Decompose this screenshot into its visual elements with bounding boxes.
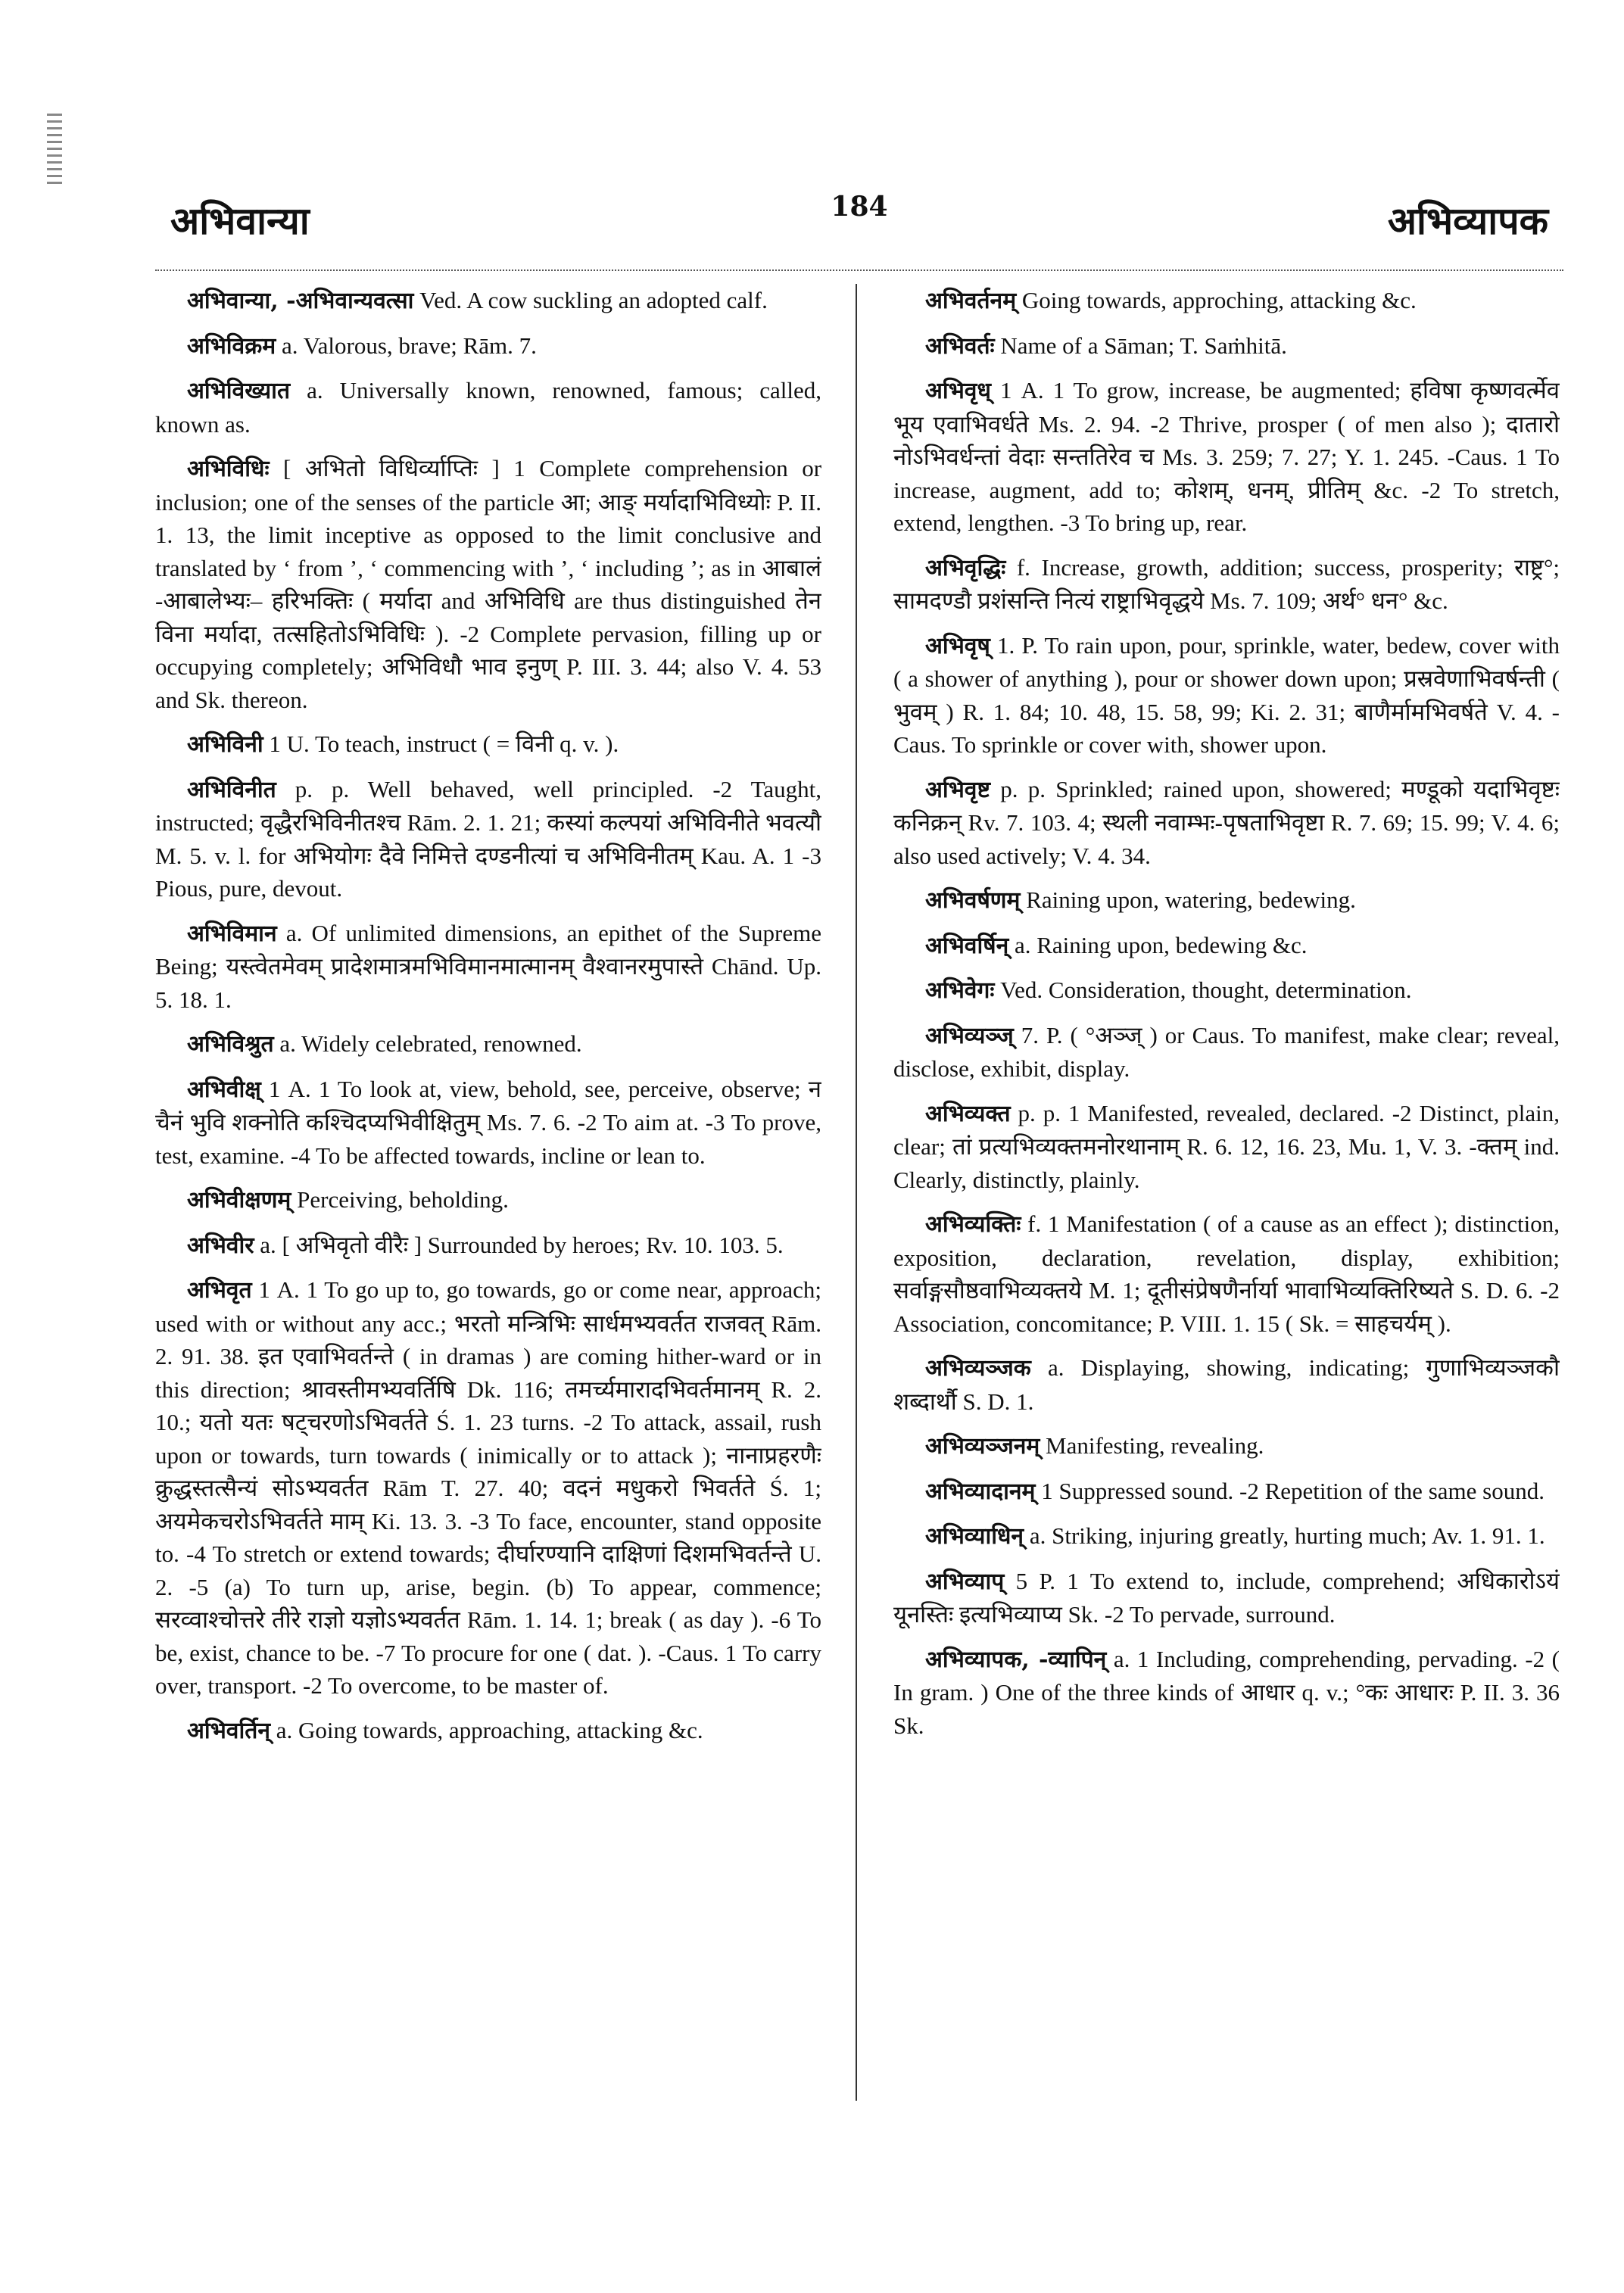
dictionary-entry: [893, 1519, 1560, 1553]
entry-headword: अभिवृष्: [925, 632, 990, 659]
column-divider: [856, 284, 857, 2101]
dictionary-entry: [893, 551, 1560, 618]
entry-definition: 5 P. 1 To extend to, include, comprehend; अधिकारोऽयं यूनस्तिः इत्यभिव्याप्य Sk. -2 To pervade, surround.: [893, 1567, 1560, 1628]
entry-definition: 1 A. 1 To go up to, go towards, go or come near, approach; used with or without any acc.; भरतो मन्त्रिभिः सार्धमभ्यवर्तत राजवत् Rām. 2. 91. 38. इत एवाभिवर्तन्ते ( in dramas ) are coming hither-ward or in this direction; श्रावस्तीमभ्यवर्तिषि Dk. 116; तमर्च्यमारादभिवर्तमानम् R. 2. 10.; यतो यतः षट्चरणोऽभिवर्तते Ś. 1. 23 turns. -2 To attack, assail, rush upon or towards, turn towards ( inimically or to attack ); नानाप्रहरणैः क्रुद्धस्तत्सैन्यं सोऽभ्यवर्तत Rām T. 27. 40; वदनं मधुकरो भिवर्तते Ś. 1; अयमेकचरोऽभिवर्तते माम् Ki. 13. 3. -3 To face, encounter, stand opposite to. -4 To stretch or extend towards; दीर्घारण्यानि दाक्षिणां दिशमभिवर्तन्ते U. 2. -5 (a) To turn up, arise, begin. (b) To appear, commence; सरव्वाश्चोत्तरे तीरे राज्ञो यज्ञोऽभ्यवर्तत Rām. 1. 14. 1; break ( as day ). -6 To be, exist, chance to be. -7 To procure for one ( dat. ). -Caus. 1 To carry over, transport. -2 To overcome, to be master of.: [155, 1276, 821, 1699]
dictionary-entry: [155, 284, 821, 318]
dictionary-entry: [155, 1073, 821, 1173]
entry-definition: 1 Suppressed sound. -2 Repetition of the same sound.: [1041, 1477, 1545, 1504]
dictionary-entry: [893, 1643, 1560, 1743]
dictionary-entry: [155, 1027, 821, 1061]
entry-headword: अभिवर्तः: [925, 332, 995, 360]
entry-headword: अभिवर्तनम्: [925, 288, 1017, 314]
entry-definition: a. Universally known, renowned, famous; called, known as.: [155, 377, 821, 438]
entry-definition: a. Of unlimited dimensions, an epithet of the Supreme Being; यस्त्वेतमेवम् प्रादेशमात्रमभिविमानमात्मानम् वैश्वानरमुपास्ते Chānd. Up. 5. 18. 1.: [155, 919, 821, 1013]
dictionary-entry: [155, 727, 821, 762]
dictionary-entry: [893, 929, 1560, 963]
entry-headword: अभिवर्षणम्: [925, 887, 1021, 914]
entry-headword: अभिविक्रम: [187, 332, 276, 360]
entry-definition: Perceiving, beholding.: [297, 1186, 509, 1213]
entry-headword: अभिव्याधिन्: [925, 1523, 1024, 1550]
dictionary-entry: [893, 883, 1560, 918]
entry-headword: अभिविधिः: [187, 456, 270, 482]
dictionary-entry: [893, 1429, 1560, 1463]
entry-definition: 1 A. 1 To look at, view, behold, see, perceive, observe; न चैनं भुवि शक्नोति कश्चिदप्यभिवीक्षितुम् Ms. 7. 6. -2 To aim at. -3 To prove, test, examine. -4 To be affected towards, incline or lean to.: [155, 1075, 821, 1169]
entry-definition: p. p. Well behaved, well principled. -2 Taught, instructed; वृद्धैरभिविनीतश्च Rām. 2. 1. 21; कस्यां कल्पयां अभिविनीते भवत्यौ M. 5. v. l. for अभियोगः दैवे निमित्ते दण्डनीत्यां च अभिविनीतम् Kau. A. 1 -3 Pious, pure, devout.: [155, 775, 821, 902]
entry-definition: Ved. Consideration, thought, determination.: [1000, 977, 1412, 1003]
right-column: [893, 284, 1560, 2267]
page-number: 184: [831, 191, 888, 223]
entry-definition: 1 A. 1 To grow, increase, be augmented; हविषा कृष्णवर्त्मेव भूय एवाभिवर्धते Ms. 2. 94. -2 Thrive, prosper ( of men also ); दातारो नोऽभिवर्धन्तां वेदाः सन्ततिरेव च Ms. 3. 259; 7. 27; Y. 1. 245. -Caus. 1 To increase, augment, add to; कोशम्, धनम्, प्रीतिम् &c. -2 To stretch, extend, lengthen. -3 To bring up, rear.: [893, 377, 1560, 536]
entry-headword: अभिविनीत: [187, 776, 276, 803]
entry-headword: अभिव्यञ्ज्: [925, 1022, 1014, 1049]
entry-definition: a. 1 Including, comprehending, pervading. -2 ( In gram. ) One of the three kinds of आधार q. v.; °कः आधारः P. II. 3. 36 Sk.: [893, 1645, 1560, 1739]
dictionary-entry: [155, 329, 821, 363]
dictionary-entry: [155, 374, 821, 441]
dictionary-entry: [155, 773, 821, 905]
entry-definition: Ved. A cow suckling an adopted calf.: [419, 287, 768, 313]
entry-headword: अभिवेगः: [925, 977, 995, 1004]
dictionary-entry: [893, 1207, 1560, 1340]
dictionary-entry: [155, 452, 821, 716]
dictionary-entry: [893, 284, 1560, 318]
entry-headword: अभिविश्रुत: [187, 1031, 274, 1058]
entry-definition: p. p. Sprinkled; rained upon, showered; मण्डूको यदाभिवृष्टः कनिक्रन् Rv. 7. 103. 4; स्थली नवाम्भः-पृषताभिवृष्टा R. 7. 69; 15. 99; V. 4. 6; also used actively; V. 4. 34.: [893, 775, 1560, 869]
entry-headword: अभिविख्यात: [187, 378, 291, 404]
entry-definition: [ अभितो विधिर्व्याप्तिः ] 1 Complete comprehension or inclusion; one of the senses of the particle आ; आङ् मर्यादाभिविध्योः P. II. 1. 13, the limit inceptive as opposed to the limit conclusive and translated by ‘ from ’, ‘ commencing with ’, ‘ including ’; as in आबालं -आबालेभ्यः– हरिभक्तिः ( मर्यादा and अभिविधि are thus distinguished तेन विना मर्यादा, तत्सहितोऽभिविधिः ). -2 Complete pervasion, filling up or occupying completely; अभिविधौ भाव इनुण् P. III. 3. 44; also V. 4. 53 and Sk. thereon.: [155, 455, 821, 713]
entry-headword: अभिव्यञ्जक: [925, 1355, 1031, 1382]
dictionary-entry: [893, 374, 1560, 540]
entry-definition: a. [ अभिवृतो वीरैः ] Surrounded by heroes; Rv. 10. 103. 5.: [260, 1231, 784, 1258]
dictionary-entry: [155, 917, 821, 1017]
dictionary-entry: [155, 1229, 821, 1263]
entry-definition: 7. P. ( °अञ्ज् ) or Caus. To manifest, make clear; reveal, disclose, exhibit, display.: [893, 1021, 1560, 1082]
header-rule: [155, 269, 1563, 271]
dictionary-entry: [893, 629, 1560, 762]
entry-definition: Name of a Sāman; T. Saṁhitā.: [1000, 332, 1287, 359]
entry-definition: f. 1 Manifestation ( of a cause as an effect ); distinction, exposition, declaration, revelation, display, exhibition; सर्वाङ्गसौष्ठवाभिव्यक्तये M. 1; दूतीसंप्रेषणैर्नार्या भावाभिव्यक्तिरिष्यते S. D. 6. -2 Association, concomitance; P. VIII. 1. 15 ( Sk. = साहचर्यम् ).: [893, 1210, 1560, 1337]
entry-definition: p. p. 1 Manifested, revealed, declared. -2 Distinct, plain, clear; तां प्रत्यभिव्यक्तमनोरथानाम् R. 6. 12, 16. 23, Mu. 1, V. 3. -क्तम् ind. Clearly, distinctly, plainly.: [893, 1099, 1560, 1193]
entry-definition: Going towards, approching, attacking &c.: [1021, 287, 1417, 313]
dictionary-entry: [155, 1714, 821, 1748]
entry-headword: अभिव्यापक, -व्यापिन्: [925, 1646, 1107, 1673]
entry-definition: Raining upon, watering, bedewing.: [1026, 886, 1356, 913]
entry-headword: अभिवीक्षणम्: [187, 1187, 291, 1213]
entry-headword: अभिव्यक्त: [925, 1100, 1011, 1127]
entry-headword: अभिव्यञ्जनम्: [925, 1433, 1040, 1460]
entry-definition: 1. P. To rain upon, pour, sprinkle, water, bedew, cover with ( a shower of anything ), pour or shower down upon; प्रस्रवेणाभिवर्षन्ती ( भुवम् ) R. 1. 84; 10. 48, 15. 58, 99; Ki. 2. 31; बाणैर्मामभिवर्षते V. 4. -Caus. To sprinkle or cover with, shower upon.: [893, 631, 1560, 758]
entry-headword: अभिवीक्ष्: [187, 1076, 261, 1103]
entry-definition: f. Increase, growth, addition; success, prosperity; राष्ट्र°; सामदण्डौ प्रशंसन्ति नित्यं राष्ट्राभिवृद्धये Ms. 7. 109; अर्थ° धन° &c.: [893, 553, 1560, 614]
entry-definition: 1 U. To teach, instruct ( = विनी q. v. ).: [269, 731, 619, 757]
dictionary-entry: [155, 1273, 821, 1703]
left-guideword: अभिवान्या: [170, 198, 310, 243]
right-guideword: अभिव्यापक: [1387, 198, 1548, 243]
dictionary-entry: [893, 1097, 1560, 1197]
entry-headword: अभिव्यादानम्: [925, 1478, 1036, 1505]
entry-headword: अभिवृध्: [925, 378, 991, 404]
entry-definition: a. Striking, injuring greatly, hurting much; Av. 1. 91. 1.: [1029, 1522, 1545, 1549]
entry-headword: अभिवृष्ट: [925, 776, 990, 803]
dictionary-entry: [893, 329, 1560, 363]
entry-headword: अभिव्याप्: [925, 1568, 1005, 1595]
dictionary-entry: [893, 1351, 1560, 1418]
entry-headword: अभिवीर: [187, 1232, 254, 1259]
entry-headword: अभिवृद्धिः: [925, 554, 1006, 581]
entry-headword: अभिवान्या, -अभिवान्यवत्सा: [187, 288, 414, 314]
left-column: [155, 284, 821, 2267]
entry-headword: अभिवर्तिन्: [187, 1717, 270, 1744]
entry-headword: अभिविनी: [187, 731, 263, 758]
dictionary-entry: [893, 773, 1560, 873]
entry-definition: a. Going towards, approaching, attacking &c.: [276, 1716, 703, 1743]
entry-headword: अभिविमान: [187, 920, 277, 947]
entry-definition: a. Valorous, brave; Rām. 7.: [281, 332, 537, 359]
entry-headword: अभिवृत: [187, 1277, 252, 1304]
dictionary-entry: [893, 974, 1560, 1008]
dictionary-entry: [893, 1475, 1560, 1509]
entry-definition: Manifesting, revealing.: [1046, 1432, 1264, 1459]
entry-headword: अभिवर्षिन्: [925, 932, 1009, 959]
dictionary-entry: [155, 1183, 821, 1217]
page-header: [155, 188, 1563, 263]
dictionary-entry: [893, 1565, 1560, 1631]
entry-headword: अभिव्यक्तिः: [925, 1211, 1021, 1238]
scan-edge-mark: [47, 114, 62, 185]
entry-definition: a. Raining upon, bedewing &c.: [1014, 931, 1308, 958]
dictionary-entry: [893, 1019, 1560, 1086]
entry-definition: a. Displaying, showing, indicating; गुणाभिव्यञ्जकौ शब्दार्थौ S. D. 1.: [893, 1354, 1560, 1415]
entry-definition: a. Widely celebrated, renowned.: [279, 1030, 582, 1057]
